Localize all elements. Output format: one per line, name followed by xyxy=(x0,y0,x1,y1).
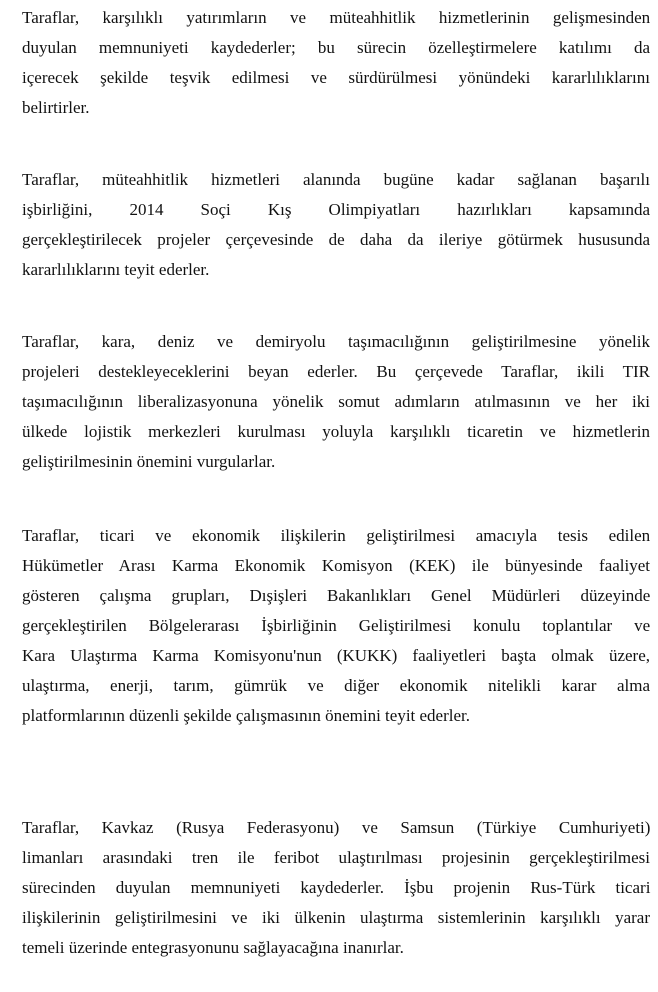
text-line: ülkede lojistik merkezleri kurulması yoluyla karşılıklı ticaretin ve hizmetlerin xyxy=(22,422,650,441)
text-line: platformlarının düzenli şekilde çalışmasının önemini teyit ederler. xyxy=(22,706,471,725)
text-line: Taraflar, ticari ve ekonomik ilişkilerin geliştirilmesi amacıyla tesis edilen xyxy=(22,526,651,545)
text-line: Taraflar, kara, deniz ve demiryolu taşımacılığının geliştirilmesine yönelik xyxy=(22,332,650,351)
paragraph-investments xyxy=(22,3,650,123)
text-line: belirtirler. xyxy=(22,98,90,117)
text-line: gerçekleştirilen Bölgelerarası İşbirliğinin Geliştirilmesi konulu toplantılar ve xyxy=(22,616,651,635)
text-line: Taraflar, müteahhitlik hizmetleri alanında bugüne kadar sağlanan başarılı xyxy=(22,170,650,189)
paragraph-contracting-services xyxy=(22,165,650,285)
text-line: gösteren çalışma grupları, Dışişleri Bakanlıkları Genel Müdürleri düzeyinde xyxy=(22,586,651,605)
text-line: Taraflar, karşılıklı yatırımların ve müteahhitlik hizmetlerinin gelişmesinden xyxy=(22,8,651,27)
text-line: temeli üzerinde entegrasyonunu sağlayacağına inanırlar. xyxy=(22,938,404,957)
text-line: ilişkilerinin geliştirilmesini ve iki ülkenin ulaştırma sistemlerinin karşılıklı yarar xyxy=(22,908,650,927)
text-line: Taraflar, Kavkaz (Rusya Federasyonu) ve Samsun (Türkiye Cumhuriyeti) xyxy=(22,818,651,837)
paragraph-economic-relations xyxy=(22,521,650,731)
text-line: gerçekleştirilecek projeler çerçevesinde de daha da ileriye götürmek hususunda xyxy=(22,230,651,249)
paragraph-ferry-project xyxy=(22,813,650,963)
text-line: içerecek şekilde teşvik edilmesi ve sürdürülmesi yönündeki kararlılıklarını xyxy=(22,68,650,87)
text-line: sürecinden duyulan memnuniyeti kaydederler. İşbu projenin Rus-Türk ticari xyxy=(22,878,651,897)
text-line: Hükümetler Arası Karma Ekonomik Komisyon (KEK) ile bünyesinde faaliyet xyxy=(22,556,650,575)
text-line: geliştirilmesinin önemini vurgularlar. xyxy=(22,452,276,471)
text-line: limanları arasındaki tren ile feribot ulaştırılması projesinin gerçekleştirilmesi xyxy=(22,848,650,867)
text-line: kararlılıklarını teyit ederler. xyxy=(22,260,210,279)
text-line: duyulan memnuniyeti kaydederler; bu sürecin özelleştirmelere katılımı da xyxy=(22,38,650,57)
text-line: projeleri destekleyeceklerini beyan ederler. Bu çerçevede Taraflar, ikili TIR xyxy=(22,362,650,381)
text-line: işbirliğini, 2014 Soçi Kış Olimpiyatları hazırlıkları kapsamında xyxy=(22,200,651,219)
text-line: ulaştırma, enerji, tarım, gümrük ve diğer ekonomik nitelikli karar alma xyxy=(22,676,650,695)
text-line: Kara Ulaştırma Karma Komisyonu'nun (KUKK) faaliyetleri başta olmak üzere, xyxy=(22,646,650,665)
paragraph-transport xyxy=(22,327,650,477)
text-line: taşımacılığının liberalizasyonuna yönelik somut adımların atılmasının ve her iki xyxy=(22,392,650,411)
